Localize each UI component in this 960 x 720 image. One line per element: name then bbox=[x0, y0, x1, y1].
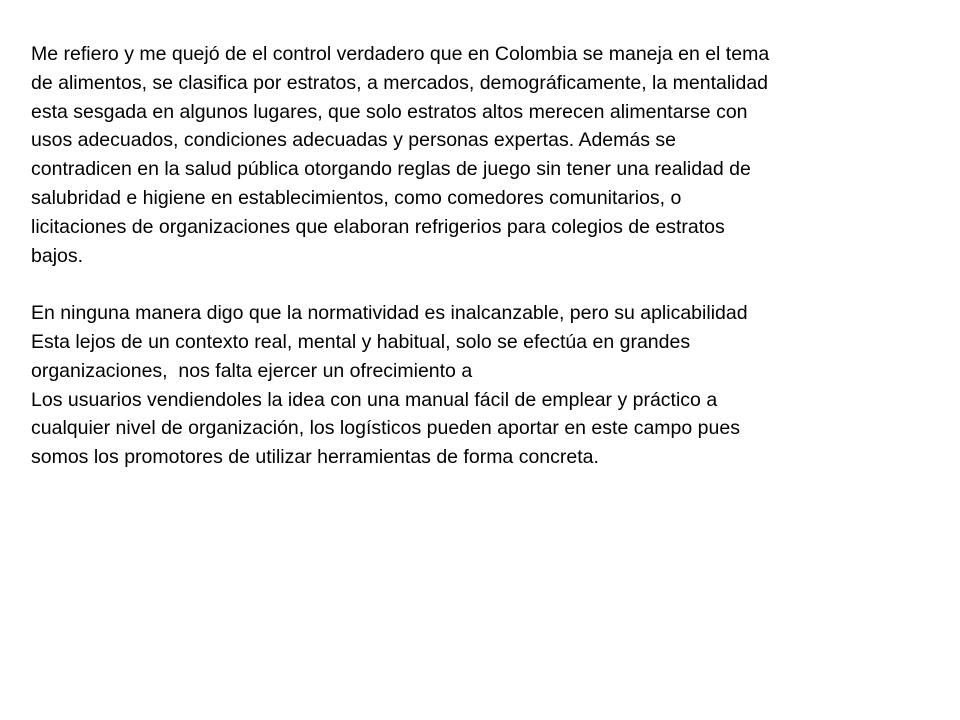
text-line: cualquier nivel de organización, los logísticos pueden aportar en este campo pues bbox=[31, 417, 740, 440]
text-line: de alimentos, se clasifica por estratos, a mercados, demográficamente, la mentalidad bbox=[31, 71, 769, 94]
text-line: esta sesgada en algunos lugares, que solo estratos altos merecen alimentarse con bbox=[31, 100, 748, 123]
text-line: Esta lejos de un contexto real, mental y habitual, solo se efectúa en grandes bbox=[31, 330, 691, 353]
text-line: En ninguna manera digo que la normatividad es inalcanzable, pero su aplicabilidad bbox=[31, 302, 748, 325]
text-line: licitaciones de organizaciones que elaboran refrigerios para colegios de estratos bbox=[31, 215, 725, 238]
paragraph-2 bbox=[31, 299, 946, 472]
body-text bbox=[31, 40, 946, 472]
text-line: somos los promotores de utilizar herramientas de forma concreta. bbox=[31, 446, 599, 469]
text-line: bajos. bbox=[31, 244, 84, 267]
text-line: Me refiero y me quejó de el control verdadero que en Colombia se maneja en el tema bbox=[31, 43, 770, 65]
text-line: organizaciones, nos falta ejercer un ofrecimiento a bbox=[31, 359, 473, 382]
text-line: Los usuarios vendiendoles la idea con una manual fácil de emplear y práctico a bbox=[31, 388, 718, 411]
text-line: contradicen en la salud pública otorgando reglas de juego sin tener una realidad de bbox=[31, 158, 751, 181]
paragraph-1 bbox=[31, 40, 946, 270]
text-line: usos adecuados, condiciones adecuadas y personas expertas. Además se bbox=[31, 129, 676, 152]
text-line: salubridad e higiene en establecimientos, como comedores comunitarios, o bbox=[31, 186, 682, 209]
paragraph-spacer bbox=[31, 270, 946, 299]
